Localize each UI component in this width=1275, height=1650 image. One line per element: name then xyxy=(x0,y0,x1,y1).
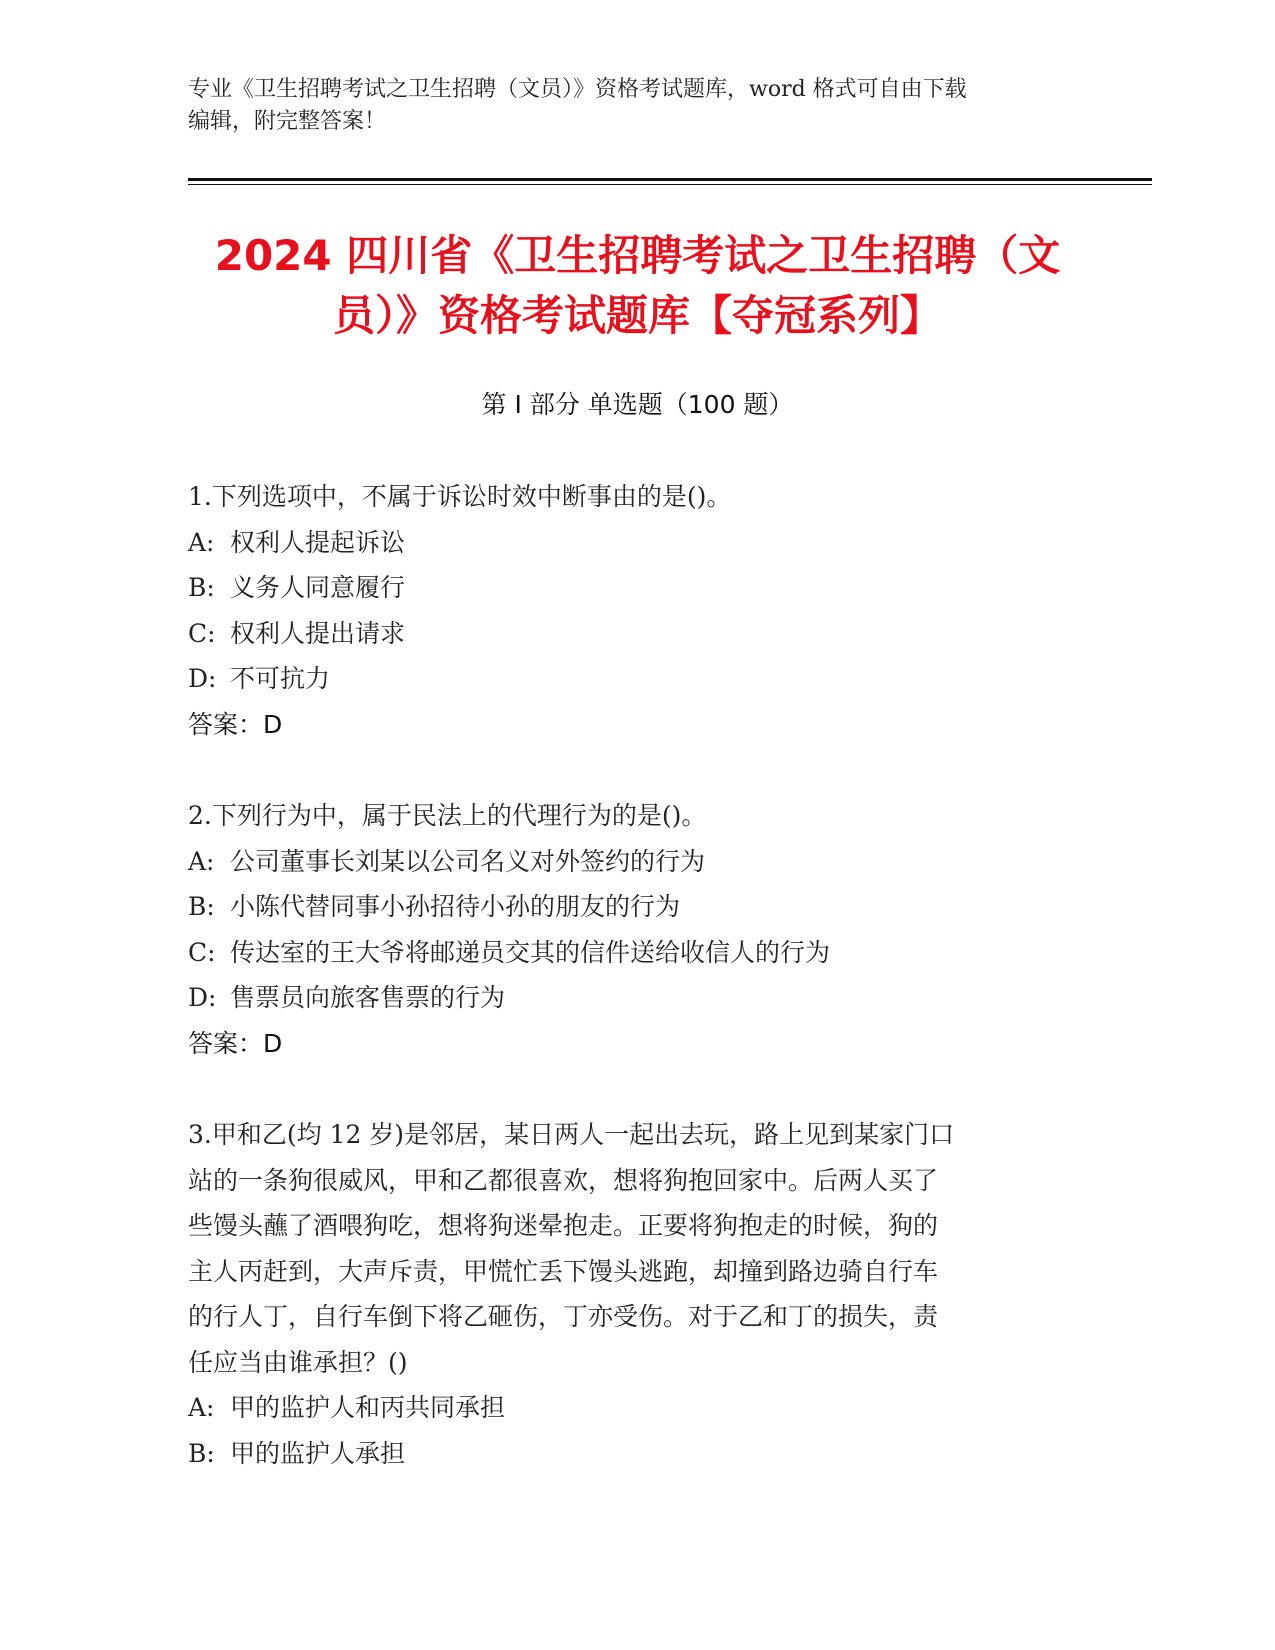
question-stem-line: 任应当由谁承担？() xyxy=(188,1347,408,1377)
section-title: 第 I 部分 单选题（100 题） xyxy=(481,390,794,419)
option-key: B: xyxy=(188,573,215,602)
question-stem-line: 主人丙赶到，大声斥责，甲慌忙丢下馒头逃跑，却撞到路边骑自行车 xyxy=(188,1256,939,1286)
header-divider-thick xyxy=(188,178,1152,181)
option-key: B: xyxy=(188,892,215,921)
header-note xyxy=(188,74,1088,138)
answer-option xyxy=(188,1431,1088,1477)
question-stem-line: 些馒头蘸了酒喂狗吃，想将狗迷晕抱走。正要将狗抱走的时候，狗的 xyxy=(188,1211,939,1240)
option-key: D: xyxy=(188,664,217,693)
answer-option xyxy=(188,611,1088,657)
question-stem-line: 1.下列选项中，不属于诉讼时效中断事由的是()。 xyxy=(188,482,732,511)
answer-option xyxy=(188,565,1088,611)
option-key: A: xyxy=(188,846,215,876)
header-note-line-2: 编辑，附完整答案！ xyxy=(188,109,387,134)
answer-option xyxy=(188,884,1088,930)
question-stem-line: 3.甲和乙(均 12 岁)是邻居，某日两人一起出去玩，路上见到某家门口 xyxy=(188,1120,955,1149)
option-text: 甲的监护人和丙共同承担 xyxy=(230,1393,506,1422)
header-note-line-1: 专业《卫生招聘考试之卫生招聘（文员）》资格考试题库，word 格式可自由下载 xyxy=(188,77,967,102)
question-item xyxy=(188,474,1088,747)
option-text: 权利人提起诉讼 xyxy=(230,527,406,557)
question-item xyxy=(188,1112,1088,1476)
option-key: D: xyxy=(188,983,217,1012)
document-title xyxy=(130,226,1145,346)
option-text: 传达室的王大爷将邮递员交其的信件送给收信人的行为 xyxy=(230,937,831,967)
option-text: 权利人提出请求 xyxy=(230,618,406,648)
question-item xyxy=(188,793,1088,1066)
header-divider-thin xyxy=(188,184,1152,185)
option-text: 公司董事长刘某以公司名义对外签约的行为 xyxy=(230,846,706,876)
document-title-line-1: 2024 四川省《卫生招聘考试之卫生招聘（文 xyxy=(214,231,1061,280)
option-key: C: xyxy=(188,937,216,967)
option-key: A: xyxy=(188,1393,215,1422)
option-key: C: xyxy=(188,618,216,648)
option-text: 不可抗力 xyxy=(230,664,331,693)
answer-option xyxy=(188,839,1088,885)
option-key: B: xyxy=(188,1438,215,1468)
answer-option xyxy=(188,1385,1088,1431)
question-list xyxy=(188,474,1088,1522)
answer-option xyxy=(188,656,1088,702)
option-text: 甲的监护人承担 xyxy=(230,1438,406,1468)
answer-line: 答案：D xyxy=(188,1028,283,1058)
option-key: A: xyxy=(188,527,215,557)
answer-option xyxy=(188,975,1088,1021)
option-text: 售票员向旅客售票的行为 xyxy=(230,983,506,1012)
option-text: 小陈代替同事小孙招待小孙的朋友的行为 xyxy=(230,892,681,921)
option-text: 义务人同意履行 xyxy=(230,573,406,602)
answer-option xyxy=(188,930,1088,976)
question-stem-line: 的行人丁，自行车倒下将乙砸伤，丁亦受伤。对于乙和丁的损失，责 xyxy=(188,1302,939,1331)
question-stem-line: 站的一条狗很威风，甲和乙都很喜欢，想将狗抱回家中。后两人买了 xyxy=(188,1165,939,1195)
answer-line: 答案：D xyxy=(188,709,283,739)
document-title-line-2: 员）》资格考试题库【夺冠系列】 xyxy=(332,291,942,340)
question-stem-line: 2.下列行为中，属于民法上的代理行为的是()。 xyxy=(188,801,707,830)
answer-option xyxy=(188,520,1088,566)
